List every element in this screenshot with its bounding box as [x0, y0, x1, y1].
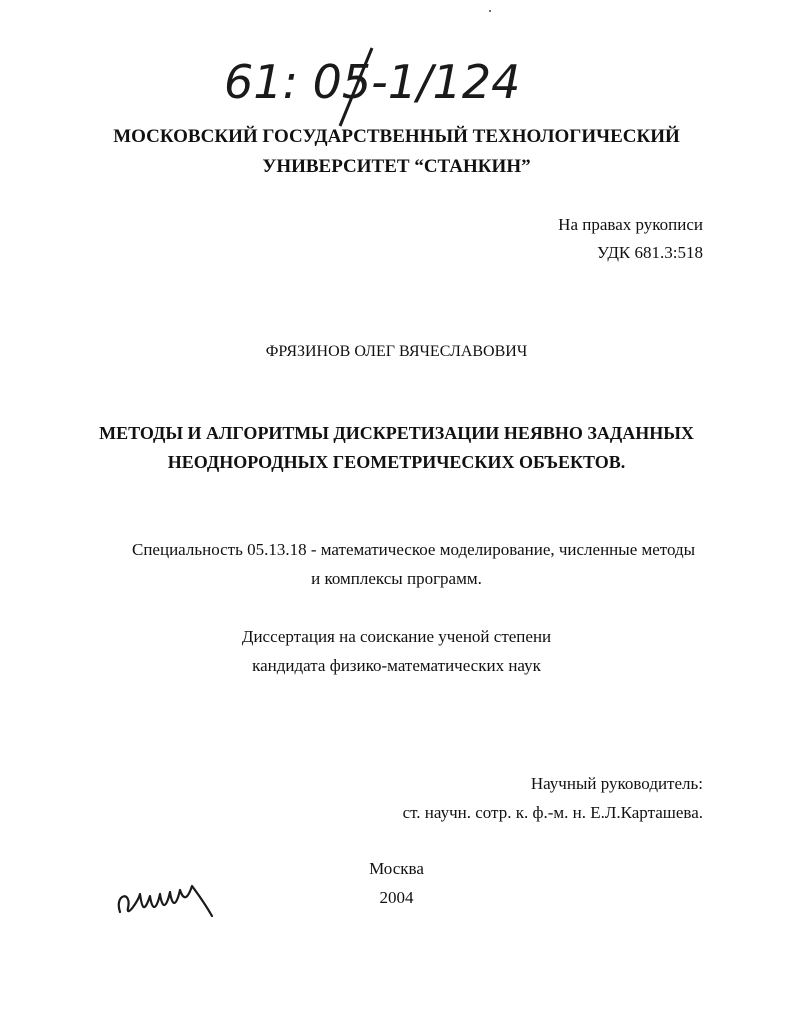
scan-speck [489, 10, 491, 12]
specialty-line1: Специальность 05.13.18 - математическое моделирование, численные методы [132, 540, 696, 559]
university-name-line2: УНИВЕРСИТЕТ “СТАНКИН” [262, 156, 531, 177]
handwritten-archive-mark [222, 38, 521, 128]
supervisor-name: ст. научн. сотр. к. ф.-м. н. Е.Л.Карташева. [402, 803, 703, 822]
supervisor-label: Научный руководитель: [530, 774, 703, 793]
author-name: ФРЯЗИНОВ ОЛЕГ ВЯЧЕСЛАВОВИЧ [265, 343, 528, 360]
dissertation-title-line2: НЕОДНОРОДНЫХ ГЕОМЕТРИЧЕСКИХ ОБЪЕКТОВ. [167, 452, 626, 472]
manuscript-rights: На правах рукописи [558, 215, 703, 234]
archive-mark-text: 61: 05-1/124 [224, 55, 521, 109]
year: 2004 [379, 888, 414, 907]
degree-line2: кандидата физико-математических наук [252, 656, 541, 675]
udc-code: УДК 681.3:518 [597, 243, 703, 262]
university-name-line1: МОСКОВСКИЙ ГОСУДАРСТВЕННЫЙ ТЕХНОЛОГИЧЕСКИЙ [113, 126, 680, 147]
degree-line1: Диссертация на соискание ученой степени [241, 627, 552, 646]
city: Москва [369, 859, 424, 878]
handwritten-signature [112, 872, 232, 932]
specialty-line2: и комплексы программ. [311, 569, 482, 588]
dissertation-title-line1: МЕТОДЫ И АЛГОРИТМЫ ДИСКРЕТИЗАЦИИ НЕЯВНО ЗАДАННЫХ [99, 423, 694, 443]
